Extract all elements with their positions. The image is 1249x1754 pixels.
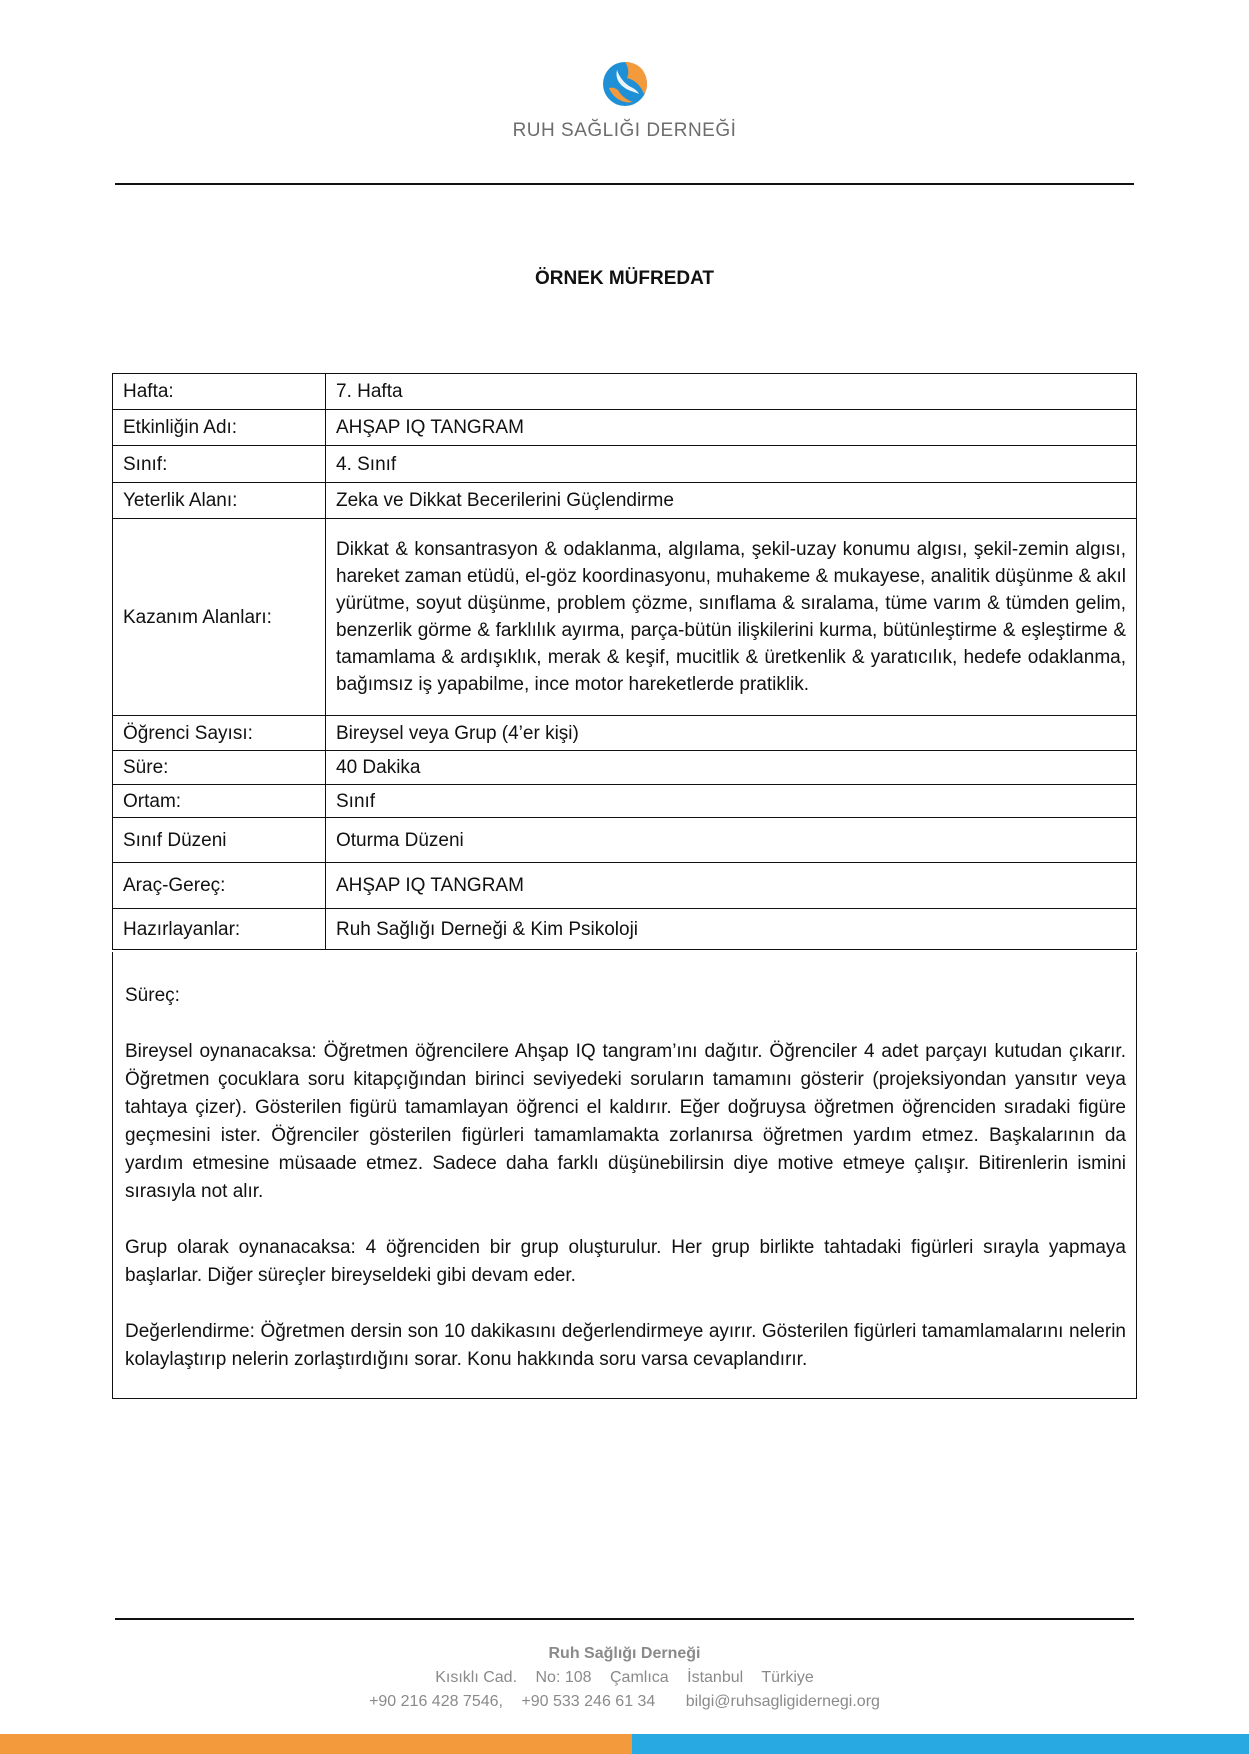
page-title: ÖRNEK MÜFREDAT bbox=[534, 268, 715, 289]
address-city: İstanbul bbox=[687, 1669, 744, 1686]
org-name: RUH SAĞLIĞI DERNEĞİ bbox=[512, 120, 737, 141]
table-row bbox=[113, 818, 1137, 863]
table-row bbox=[113, 446, 1137, 483]
row-value: AHŞAP IQ TANGRAM bbox=[326, 863, 1137, 909]
footer-bar-blue bbox=[632, 1734, 1249, 1754]
curriculum-table bbox=[112, 373, 1137, 950]
footer-phone-2: +90 533 246 61 34 bbox=[521, 1693, 656, 1710]
row-label: Kazanım Alanları: bbox=[113, 519, 326, 716]
process-group: Grup olarak oynanacaksa: 4 öğrenciden bir grup oluşturulur. Her grup birlikte tahtadaki figürleri sırayla yapmaya başlarlar. Diğer süreçler bireyseldeki gibi devam eder. bbox=[125, 1237, 1126, 1286]
address-district: Çamlıca bbox=[609, 1669, 669, 1686]
row-label: Yeterlik Alanı: bbox=[113, 483, 326, 519]
footer-bar-orange bbox=[0, 1734, 632, 1754]
row-label: Etkinliğin Adı: bbox=[113, 410, 326, 446]
address-street: Kısıklı Cad. bbox=[435, 1669, 518, 1686]
table-row bbox=[113, 785, 1137, 818]
row-value: 4. Sınıf bbox=[326, 446, 1137, 483]
table-row bbox=[113, 909, 1137, 950]
table-row bbox=[113, 751, 1137, 785]
process-section bbox=[112, 952, 1137, 1399]
table-row bbox=[113, 410, 1137, 446]
footer-contact bbox=[0, 1690, 1249, 1714]
page-footer bbox=[0, 1642, 1249, 1714]
row-label: Araç-Gereç: bbox=[113, 863, 326, 909]
table-row bbox=[113, 716, 1137, 751]
row-value: 7. Hafta bbox=[326, 374, 1137, 410]
row-value: 40 Dakika bbox=[326, 751, 1137, 785]
row-value: Dikkat & konsantrasyon & odaklanma, algılama, şekil-uzay konumu algısı, şekil-zemin algısı, hareket zaman etüdü, el-göz koordinasyonu, muhakeme & mukayese, analitik düşünme & akıl yürütme, soyut düşünme, problem çözme, sınıflama & sıralama, tüme varım & tümden gelim, benzerlik görme & farklılık ayırma, parça-bütün ilişkilerini kurma, bütünleştirme & eşleştirme & tamamlama & ardışıklık, merak & keşif, mucitlik & üretkenlik & yaratıcılık, hedefe odaklanma, bağımsız iş yapabilme, ince motor hareketlerde pratiklik. bbox=[326, 519, 1137, 716]
row-label: Hafta: bbox=[113, 374, 326, 410]
row-value: Bireysel veya Grup (4’er kişi) bbox=[326, 716, 1137, 751]
address-country: Türkiye bbox=[761, 1669, 814, 1686]
row-label: Öğrenci Sayısı: bbox=[113, 716, 326, 751]
header-divider bbox=[115, 183, 1134, 185]
helping-hands-icon bbox=[599, 58, 651, 110]
footer-divider bbox=[115, 1618, 1134, 1620]
table-row bbox=[113, 863, 1137, 909]
row-label: Süre: bbox=[113, 751, 326, 785]
process-individual: Bireysel oynanacaksa: Öğretmen öğrencilere Ahşap IQ tangram’ını dağıtır. Öğrenciler 4 adet parçayı kutudan çıkarır. Öğretmen çocuklara soru kitapçığından birinci seviyedeki soruların tamamını gösterir (projeksiyondan yansıtır veya tahtaya çizer). Gösterilen figürü tamamlayan öğrenci el kaldırır. Eğer doğruysa öğretmen öğrenciden sıradaki figüre geçmesini ister. Öğrenciler gösterilen figürleri tamamlamakta zorlanırsa öğretmen yardım etmez. Başkalarının da yardım etmesine müsaade etmez. Sadece daha farklı düşünebilirsin diye motive etmeye çalışır. Bitirenlerin ismini sırasıyla not alır. bbox=[125, 1041, 1126, 1202]
table-row bbox=[113, 483, 1137, 519]
row-label: Sınıf Düzeni bbox=[113, 818, 326, 863]
process-heading: Süreç: bbox=[125, 985, 180, 1006]
address-number: No: 108 bbox=[535, 1669, 592, 1686]
row-label: Hazırlayanlar: bbox=[113, 909, 326, 950]
row-label: Ortam: bbox=[113, 785, 326, 818]
row-value: Ruh Sağlığı Derneği & Kim Psikoloji bbox=[326, 909, 1137, 950]
row-label: Sınıf: bbox=[113, 446, 326, 483]
footer-org-name: Ruh Sağlığı Derneği bbox=[548, 1645, 701, 1662]
table-row bbox=[113, 519, 1137, 716]
row-value: AHŞAP IQ TANGRAM bbox=[326, 410, 1137, 446]
page-header bbox=[0, 58, 1249, 142]
process-evaluation: Değerlendirme: Öğretmen dersin son 10 dakikasını değerlendirmeye ayırır. Gösterilen figürleri tamamlamalarını nelerin kolaylaştırıp nelerin zorlaştırdığını sorar. Konu hakkında soru varsa cevaplandırır. bbox=[125, 1321, 1126, 1370]
table-row bbox=[113, 374, 1137, 410]
row-value: Oturma Düzeni bbox=[326, 818, 1137, 863]
footer-email[interactable]: bilgi@ruhsagligidernegi.org bbox=[685, 1693, 880, 1710]
row-value: Sınıf bbox=[326, 785, 1137, 818]
footer-address bbox=[0, 1666, 1249, 1690]
footer-phone-1: +90 216 428 7546, bbox=[369, 1693, 503, 1710]
row-value: Zeka ve Dikkat Becerilerini Güçlendirme bbox=[326, 483, 1137, 519]
